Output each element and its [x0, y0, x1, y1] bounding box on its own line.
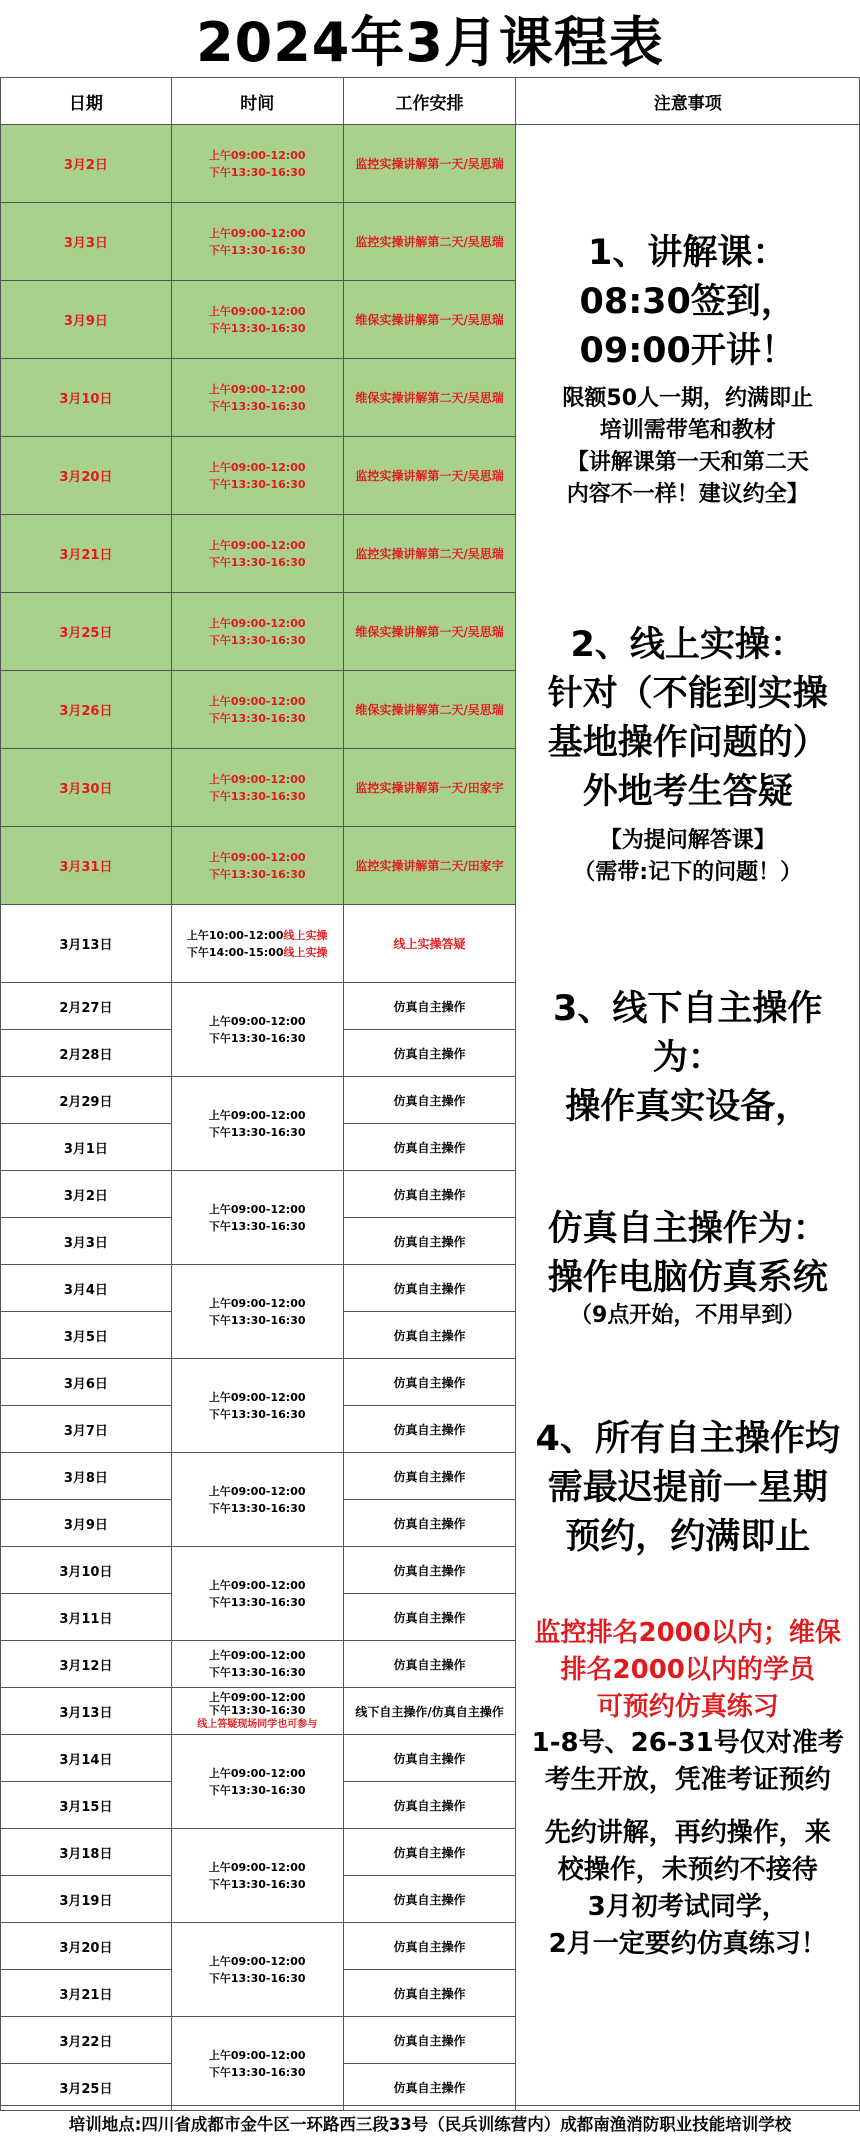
task-cell: 仿真自主操作: [343, 1829, 516, 1876]
date-cell: 3月6日: [1, 1359, 172, 1406]
date-cell: 3月3日: [1, 203, 172, 281]
date-cell: 3月12日: [1, 1641, 172, 1688]
date-cell: 3月3日: [1, 1218, 172, 1265]
task-cell: 线下自主操作/仿真自主操作: [343, 1688, 516, 1735]
notes-line: 可预约仿真练习: [596, 1692, 779, 1722]
time-cell: [171, 1077, 343, 1171]
date-cell: 2月27日: [1, 983, 172, 1030]
time-morning: 上午09:00-12:00: [208, 460, 306, 474]
task-cell: 仿真自主操作: [343, 1594, 516, 1641]
task-cell: 仿真自主操作: [343, 1970, 516, 2017]
task-cell: 仿真自主操作: [343, 1218, 516, 1265]
date-cell: 3月20日: [1, 1923, 172, 1970]
notes-s6: [516, 1725, 859, 1799]
time-cell: [171, 515, 343, 593]
time-morning: 上午09:00-12:00: [208, 1766, 306, 1780]
notes-line: 操作电脑仿真系统: [547, 1258, 828, 1298]
notes-line: （需带:记下的问题！）: [573, 860, 803, 885]
task-cell: 仿真自主操作: [343, 1171, 516, 1218]
time-morning: 上午09:00-12:00: [208, 1484, 306, 1498]
notes-line: 需最迟提前一星期: [547, 1468, 828, 1508]
time-morning: 上午09:00-12:00: [208, 772, 306, 786]
notes-line: 1、讲解课：: [588, 233, 788, 273]
date-cell: 3月10日: [1, 359, 172, 437]
notes-s2b: [516, 825, 859, 889]
time-afternoon: 下午13:30-16:30: [208, 321, 306, 335]
time-morning: 上午09:00-12:00: [208, 1108, 306, 1122]
time-afternoon: 下午13:30-16:30: [208, 1407, 306, 1421]
time-morning: 上午09:00-12:00: [208, 1202, 306, 1216]
date-cell: 2月29日: [1, 1077, 172, 1124]
time-cell: [171, 983, 343, 1077]
time-cell: [171, 1923, 343, 2017]
notes-s7: [516, 1815, 859, 1963]
time-cell: [171, 1641, 343, 1688]
date-cell: 3月18日: [1, 1829, 172, 1876]
notes-line: 3、线下自主操作: [553, 989, 823, 1029]
time-afternoon: 下午13:30-16:30: [208, 789, 306, 803]
time-cell: [171, 1359, 343, 1453]
time-morning: 上午09:00-12:00: [208, 2048, 306, 2062]
time-morning: 上午09:00-12:00: [208, 694, 306, 708]
task-cell: 仿真自主操作: [343, 1312, 516, 1359]
time-afternoon: 下午13:30-16:30: [208, 555, 306, 569]
time-cell: [171, 125, 343, 203]
task-cell: 监控实操讲解第一天/吴思瑞: [343, 437, 516, 515]
time-morning: 上午10:00-12:00: [186, 928, 284, 942]
date-cell: 3月11日: [1, 1594, 172, 1641]
time-morning: 上午09:00-12:00: [208, 1578, 306, 1592]
task-cell: 监控实操讲解第二天/吴思瑞: [343, 203, 516, 281]
time-morning: 上午09:00-12:00: [208, 1296, 306, 1310]
date-cell: 3月1日: [1, 1124, 172, 1171]
time-afternoon: 下午13:30-16:30: [208, 1971, 306, 1985]
task-cell: 仿真自主操作: [343, 1077, 516, 1124]
time-morning: 上午09:00-12:00: [208, 1014, 306, 1028]
notes-line: 1-8号、26-31号仅对准考: [531, 1728, 844, 1758]
date-cell: 3月9日: [1, 281, 172, 359]
task-cell: 仿真自主操作: [343, 1735, 516, 1782]
time-morning: 上午09:00-12:00: [208, 1649, 306, 1662]
time-afternoon: 下午13:30-16:30: [208, 2065, 306, 2079]
task-cell: 仿真自主操作: [343, 1641, 516, 1688]
time-cell: [171, 359, 343, 437]
time-afternoon: 下午13:30-16:30: [208, 1031, 306, 1045]
time-morning: 上午09:00-12:00: [208, 1390, 306, 1404]
task-cell: 维保实操讲解第一天/吴思瑞: [343, 281, 516, 359]
header-row: [1, 78, 860, 125]
time-afternoon: 下午13:30-16:30: [208, 243, 306, 257]
date-cell: 3月7日: [1, 1406, 172, 1453]
notes-s1: [516, 229, 859, 376]
time-afternoon: 下午13:30-16:30: [208, 399, 306, 413]
online-note: 线上答疑现场同学也可参与: [197, 1719, 318, 1730]
task-cell: 仿真自主操作: [343, 2064, 516, 2111]
task-cell: 监控实操讲解第二天/吴思瑞: [343, 515, 516, 593]
task-cell: 仿真自主操作: [343, 2017, 516, 2064]
task-cell: 监控实操讲解第一天/田家宇: [343, 749, 516, 827]
time-cell: [171, 749, 343, 827]
date-cell: 3月9日: [1, 1500, 172, 1547]
time-afternoon: 下午13:30-16:30: [208, 1219, 306, 1233]
date-cell: 3月13日: [1, 905, 172, 983]
time-morning: 上午09:00-12:00: [208, 382, 306, 396]
notes-s5: [516, 1615, 859, 1726]
date-cell: 3月13日: [1, 1688, 172, 1735]
notes-line: 2、线上实操：: [570, 625, 805, 665]
task-cell: 仿真自主操作: [343, 1030, 516, 1077]
task-cell: 仿真自主操作: [343, 1547, 516, 1594]
task-cell: 维保实操讲解第二天/吴思瑞: [343, 671, 516, 749]
time-morning: 上午09:00-12:00: [208, 1860, 306, 1874]
date-cell: 3月4日: [1, 1265, 172, 1312]
time-morning: 上午09:00-12:00: [208, 148, 306, 162]
notes-line: 3月初考试同学，: [587, 1892, 788, 1922]
time-morning: 上午09:00-12:00: [208, 304, 306, 318]
time-cell: [171, 1265, 343, 1359]
time-afternoon: 下午13:30-16:30: [208, 1501, 306, 1515]
task-cell: 仿真自主操作: [343, 1782, 516, 1829]
time-cell: [171, 1829, 343, 1923]
time-afternoon: 下午13:30-16:30: [208, 867, 306, 881]
lecture-row: [1, 125, 860, 203]
online-tag: 线上实操: [283, 928, 328, 942]
time-afternoon: 下午13:30-16:30: [208, 1877, 306, 1891]
notes-line: 2月一定要约仿真练习！: [548, 1929, 827, 1959]
time-morning: 上午09:00-12:00: [208, 1954, 306, 1968]
time-afternoon: 下午13:30-16:30: [208, 1704, 306, 1717]
time-afternoon: 下午13:30-16:30: [208, 711, 306, 725]
time-cell: [171, 203, 343, 281]
footer-address: 培训地点:四川省成都市金牛区一环路西三段33号（民兵训练营内）成都南渔消防职业技能培训学校: [0, 2105, 860, 2140]
date-cell: 3月8日: [1, 1453, 172, 1500]
date-cell: 3月20日: [1, 437, 172, 515]
time-afternoon: 下午13:30-16:30: [208, 1666, 306, 1679]
task-cell: 仿真自主操作: [343, 983, 516, 1030]
date-cell: 3月25日: [1, 593, 172, 671]
time-morning: 上午09:00-12:00: [208, 616, 306, 630]
notes-line: 预约，约满即止: [565, 1517, 811, 1557]
notes-s3b: [516, 1205, 859, 1303]
time-afternoon: 下午13:30-16:30: [208, 633, 306, 647]
time-cell: [171, 1547, 343, 1641]
time-afternoon: 下午14:00-15:00: [186, 945, 284, 959]
time-cell: [171, 905, 343, 983]
time-cell: [171, 2017, 343, 2111]
time-afternoon: 下午13:30-16:30: [208, 1783, 306, 1797]
date-cell: 3月22日: [1, 2017, 172, 2064]
task-cell: 仿真自主操作: [343, 1124, 516, 1171]
task-cell: 仿真自主操作: [343, 1923, 516, 1970]
header-date: 日期: [1, 78, 172, 125]
notes-line: 考生开放，凭准考证预约: [544, 1765, 831, 1795]
notes-line: 为：: [652, 1038, 723, 1078]
notes-line: 仿真自主操作为：: [547, 1209, 828, 1249]
time-cell: [171, 827, 343, 905]
notes-s4: [516, 1415, 859, 1562]
notes-line: 监控排名2000以内；维保: [534, 1618, 841, 1648]
notes-s3: [516, 985, 859, 1132]
time-morning: 上午09:00-12:00: [208, 1691, 306, 1704]
date-cell: 3月26日: [1, 671, 172, 749]
date-cell: 3月10日: [1, 1547, 172, 1594]
time-cell: [171, 671, 343, 749]
time-cell: [171, 1453, 343, 1547]
time-cell: [171, 1688, 343, 1735]
notes-line: 针对（不能到实操: [547, 674, 828, 714]
time-morning: 上午09:00-12:00: [208, 538, 306, 552]
notes-line: 4、所有自主操作均: [535, 1419, 840, 1459]
notes-line: 09:00开讲！: [579, 331, 796, 371]
time-morning: 上午09:00-12:00: [208, 226, 306, 240]
notes-line: 培训需带笔和教材: [599, 418, 776, 443]
task-cell: 仿真自主操作: [343, 1453, 516, 1500]
header-task: 工作安排: [343, 78, 516, 125]
notes-line: 操作真实设备，: [565, 1087, 811, 1127]
notes-line: 校操作，未预约不接待: [557, 1855, 818, 1885]
date-cell: 3月14日: [1, 1735, 172, 1782]
time-cell: [171, 1735, 343, 1829]
header-notes: 注意事项: [516, 78, 860, 125]
schedule-table: [0, 77, 860, 2111]
page-title: 2024年3月课程表: [196, 11, 664, 74]
notes-s1b: [516, 383, 859, 511]
date-cell: 3月31日: [1, 827, 172, 905]
date-cell: 3月30日: [1, 749, 172, 827]
notes-line: 08:30签到，: [579, 282, 796, 322]
time-afternoon: 下午13:30-16:30: [208, 1125, 306, 1139]
notes-line: 排名2000以内的学员: [560, 1655, 815, 1685]
time-afternoon: 下午13:30-16:30: [208, 165, 306, 179]
time-cell: [171, 281, 343, 359]
notes-line: 【讲解课第一天和第二天: [566, 450, 809, 475]
date-cell: 3月25日: [1, 2064, 172, 2111]
date-cell: 3月15日: [1, 1782, 172, 1829]
time-afternoon: 下午13:30-16:30: [208, 1313, 306, 1327]
date-cell: 3月5日: [1, 1312, 172, 1359]
time-cell: [171, 437, 343, 515]
time-cell: [171, 593, 343, 671]
date-cell: 3月21日: [1, 515, 172, 593]
task-cell: 仿真自主操作: [343, 1500, 516, 1547]
notes-line: 先约讲解，再约操作，来: [544, 1818, 831, 1848]
task-cell: 维保实操讲解第一天/吴思瑞: [343, 593, 516, 671]
notes-s2: [516, 621, 859, 817]
task-cell: 仿真自主操作: [343, 1406, 516, 1453]
header-time: 时间: [171, 78, 343, 125]
task-cell: 监控实操讲解第二天/田家宇: [343, 827, 516, 905]
date-cell: 3月21日: [1, 1970, 172, 2017]
task-cell: 仿真自主操作: [343, 1359, 516, 1406]
notes-line: 内容不一样！建议约全】: [566, 482, 809, 507]
task-cell: 仿真自主操作: [343, 1876, 516, 1923]
notes-s3c: （9点开始，不用早到）: [570, 1303, 806, 1328]
date-cell: 3月2日: [1, 125, 172, 203]
notes-line: 外地考生答疑: [582, 772, 793, 812]
notes-cell: [516, 125, 860, 2111]
task-cell: 仿真自主操作: [343, 1265, 516, 1312]
task-cell: 维保实操讲解第二天/吴思瑞: [343, 359, 516, 437]
date-cell: 3月19日: [1, 1876, 172, 1923]
date-cell: 3月2日: [1, 1171, 172, 1218]
notes-line: 【为提问解答课】: [599, 828, 776, 853]
online-tag: 线上实操: [283, 945, 328, 959]
time-morning: 上午09:00-12:00: [208, 850, 306, 864]
notes-line: 基地操作问题的）: [547, 723, 828, 763]
task-cell: 监控实操讲解第一天/吴思瑞: [343, 125, 516, 203]
task-cell: 线上实操答疑: [343, 905, 516, 983]
time-afternoon: 下午13:30-16:30: [208, 1595, 306, 1609]
time-cell: [171, 1171, 343, 1265]
date-cell: 2月28日: [1, 1030, 172, 1077]
notes-line: 限额50人一期，约满即止: [562, 386, 814, 411]
time-afternoon: 下午13:30-16:30: [208, 477, 306, 491]
